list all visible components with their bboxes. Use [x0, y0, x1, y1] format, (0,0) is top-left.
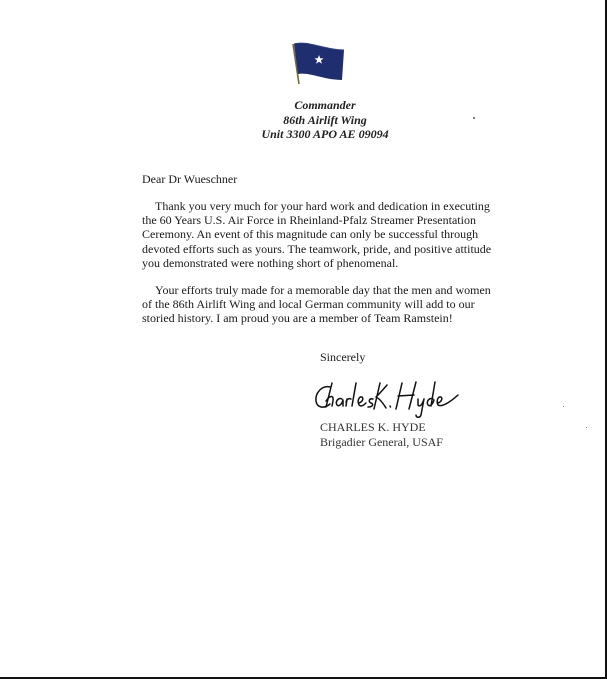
body-paragraph-1	[142, 199, 504, 270]
paragraph-line: you demonstrated were nothing short of phenomenal.	[142, 255, 399, 270]
salutation: Dear Dr Wueschner	[142, 172, 238, 186]
paragraph-line: of the 86th Airlift Wing and local German community will add to our	[142, 297, 475, 312]
letterhead-title: Commander	[294, 98, 356, 112]
scan-speck	[563, 406, 564, 407]
scan-speck	[473, 117, 475, 119]
general-officer-flag-icon	[290, 40, 346, 86]
signer-title: Brigadier General, USAF	[320, 434, 443, 449]
paragraph-line: Ceremony. An event of this magnitude can only be successful through	[142, 227, 479, 242]
letterhead	[200, 98, 450, 142]
signature-block	[320, 420, 443, 449]
letterhead-address: Unit 3300 APO AE 09094	[261, 127, 389, 141]
handwritten-signature	[312, 377, 462, 419]
signer-name: CHARLES K. HYDE	[320, 420, 426, 434]
scan-speck	[586, 427, 587, 428]
paragraph-line: devoted efforts such as yours. The teamwork, pride, and positive attitude	[142, 241, 492, 256]
closing: Sincerely	[320, 350, 366, 364]
paragraph-line: Thank you very much for your hard work and dedication in executing	[155, 199, 490, 213]
body-paragraph-2	[142, 283, 504, 326]
paragraph-line: Your efforts truly made for a memorable day that the men and women	[155, 283, 491, 297]
paragraph-line: storied history. I am proud you are a member of Team Ramstein!	[142, 311, 453, 326]
letterhead-unit: 86th Airlift Wing	[283, 112, 367, 127]
paragraph-line: the 60 Years U.S. Air Force in Rheinland-Pfalz Streamer Presentation	[142, 213, 476, 228]
